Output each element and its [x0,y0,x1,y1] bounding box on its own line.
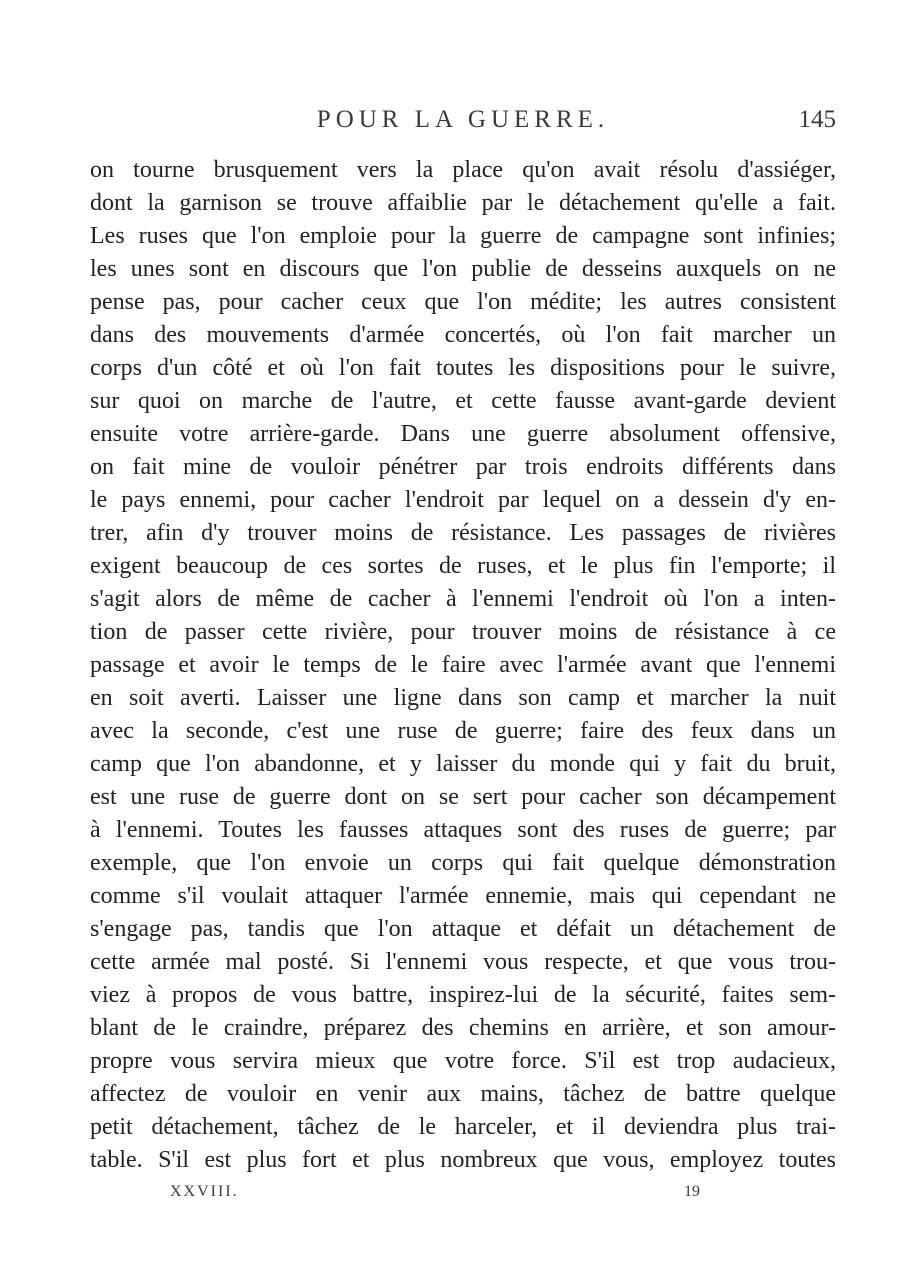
text-line: cette armée mal posté. Si l'ennemi vous respecte, et que vous trou- [90,949,836,975]
text-line: avec la seconde, c'est une ruse de guerre; faire des feux dans un [90,718,836,744]
page-number: 145 [798,106,836,133]
text-line: on fait mine de vouloir pénétrer par trois endroits différents dans [90,454,836,480]
text-line: on tourne brusquement vers la place qu'on avait résolu d'assiéger, [90,157,836,183]
text-line: le pays ennemi, pour cacher l'endroit par lequel on a dessein d'y en- [90,487,836,513]
folio-number: 19 [684,1183,700,1200]
text-line: propre vous servira mieux que votre force. S'il est trop audacieux, [90,1048,836,1074]
text-line: passage et avoir le temps de le faire avec l'armée avant que l'ennemi [90,652,836,678]
text-line: comme s'il voulait attaquer l'armée ennemie, mais qui cependant ne [90,883,836,909]
running-title: POUR LA GUERRE. [316,106,610,133]
text-line: affectez de vouloir en venir aux mains, tâchez de battre quelque [90,1081,836,1107]
text-line: pense pas, pour cacher ceux que l'on médite; les autres consistent [90,289,836,315]
text-line: table. S'il est plus fort et plus nombreux que vous, employez toutes [90,1147,836,1173]
text-line: petit détachement, tâchez de le harceler, et il deviendra plus trai- [90,1114,836,1140]
text-line: les unes sont en discours que l'on publie de desseins auxquels on ne [90,256,836,282]
text-line: en soit averti. Laisser une ligne dans son camp et marcher la nuit [90,685,836,711]
text-line: est une ruse de guerre dont on se sert pour cacher son décampement [90,784,836,810]
text-line: s'engage pas, tandis que l'on attaque et défait un détachement de [90,916,836,942]
body-text [90,154,836,1177]
text-line: à l'ennemi. Toutes les fausses attaques sont des ruses de guerre; par [90,817,836,843]
text-line: exigent beaucoup de ces sortes de ruses, et le plus fin l'emporte; il [90,553,836,579]
text-line: viez à propos de vous battre, inspirez-lui de la sécurité, faites sem- [90,982,836,1008]
page-footer [90,1183,836,1207]
text-line: s'agit alors de même de cacher à l'ennemi l'endroit où l'on a inten- [90,586,836,612]
text-line: dans des mouvements d'armée concertés, où l'on fait marcher un [90,322,836,348]
text-line: exemple, que l'on envoie un corps qui fait quelque démonstration [90,850,836,876]
signature-mark: XXVIII. [170,1183,239,1200]
text-line: dont la garnison se trouve affaiblie par le détachement qu'elle a fait. [90,190,836,216]
text-line: Les ruses que l'on emploie pour la guerre de campagne sont infinies; [90,223,836,249]
text-line: ensuite votre arrière-garde. Dans une guerre absolument offensive, [90,421,836,447]
text-line: trer, afin d'y trouver moins de résistance. Les passages de rivières [90,520,836,546]
text-line: camp que l'on abandonne, et y laisser du monde qui y fait du bruit, [90,751,836,777]
text-line: corps d'un côté et où l'on fait toutes les dispositions pour le suivre, [90,355,836,381]
running-head [90,106,836,142]
text-line: tion de passer cette rivière, pour trouver moins de résistance à ce [90,619,836,645]
text-line: sur quoi on marche de l'autre, et cette fausse avant-garde devient [90,388,836,414]
text-line: blant de le craindre, préparez des chemins en arrière, et son amour- [90,1015,836,1041]
